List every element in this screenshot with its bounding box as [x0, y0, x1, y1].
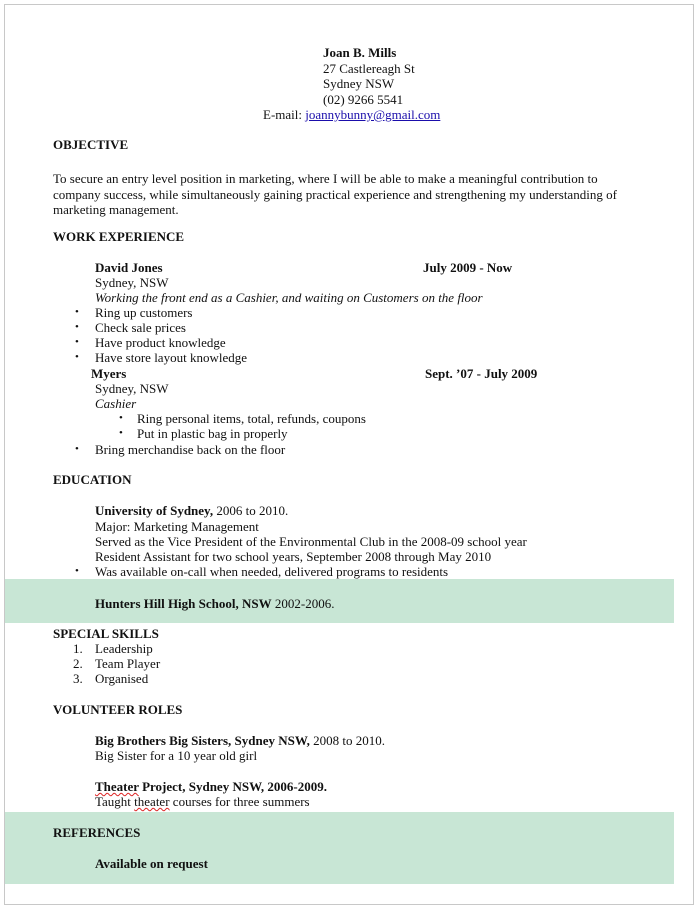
- contact-block: [323, 45, 415, 107]
- job-dates: July 2009 - Now: [423, 260, 513, 275]
- special-skills-heading: SPECIAL SKILLS: [53, 626, 159, 641]
- job-location: Sydney, NSW: [95, 381, 169, 396]
- work-experience-heading: WORK EXPERIENCE: [53, 229, 185, 244]
- education-bullet: Was available on-call when needed, delivered programs to residents: [95, 564, 449, 579]
- bullet-icon: •: [119, 427, 123, 439]
- volunteer-desc-part: courses for three summers: [169, 794, 310, 809]
- street-address: 27 Castlereagh St: [323, 60, 415, 76]
- volunteer-desc-misspelled: theater: [134, 794, 170, 809]
- job-role: Cashier: [95, 396, 137, 411]
- education-detail: Resident Assistant for two school years, September 2008 through May 2010: [95, 549, 492, 564]
- job-employer: Myers: [91, 366, 127, 381]
- volunteer-role: [95, 779, 327, 794]
- objective-text: To secure an entry level position in marketing, where I will be able to make a meaningful contribution to company success, while simultaneously gaining practical experience and strengthening my understanding of marketing management.: [53, 171, 617, 217]
- job-duty: Ring personal items, total, refunds, coupons: [137, 411, 366, 426]
- volunteer-years: 2006-2009.: [264, 779, 327, 794]
- applicant-name: Joan B. Mills: [323, 45, 397, 60]
- list-number: 2.: [73, 656, 83, 671]
- phone-number: (02) 9266 5541: [323, 91, 404, 107]
- volunteer-org-misspelled: Theater: [95, 779, 139, 794]
- job-duty: Have store layout knowledge: [95, 350, 247, 365]
- university-years: 2006 to 2010.: [213, 503, 289, 518]
- email-label: E-mail:: [263, 107, 302, 122]
- job-role: Working the front end as a Cashier, and waiting on Customers on the floor: [95, 290, 483, 305]
- bullet-icon: •: [119, 412, 123, 424]
- skill-item: Leadership: [95, 641, 153, 656]
- volunteer-org: Project, Sydney NSW,: [138, 779, 265, 794]
- resume-page: [4, 4, 694, 905]
- email-line: [263, 107, 440, 122]
- objective-heading: OBJECTIVE: [53, 137, 129, 152]
- volunteer-role: [95, 733, 385, 748]
- university-line: [95, 503, 288, 518]
- job-dates: Sept. ’07 - July 2009: [425, 366, 538, 381]
- volunteer-heading: VOLUNTEER ROLES: [53, 702, 183, 717]
- university-name: University of Sydney,: [95, 503, 214, 518]
- references-heading: REFERENCES: [53, 825, 141, 840]
- list-number: 1.: [73, 641, 83, 656]
- job-duty: Bring merchandise back on the floor: [95, 442, 286, 457]
- list-number: 3.: [73, 671, 83, 686]
- highschool-name: Hunters Hill High School, NSW: [95, 596, 272, 611]
- bullet-icon: •: [75, 565, 79, 577]
- job-location: Sydney, NSW: [95, 275, 169, 290]
- highschool-years: 2002-2006.: [271, 596, 335, 611]
- email-link[interactable]: joannybunny@gmail.com: [305, 107, 441, 122]
- volunteer-desc-part: Taught: [95, 794, 135, 809]
- references-band: [5, 812, 674, 884]
- bullet-icon: •: [75, 443, 79, 455]
- references-text: Available on request: [95, 856, 208, 871]
- bullet-icon: •: [75, 336, 79, 348]
- bullet-icon: •: [75, 351, 79, 363]
- skill-item: Organised: [95, 671, 149, 686]
- skill-item: Team Player: [95, 656, 161, 671]
- city: Sydney NSW: [323, 76, 395, 91]
- volunteer-org: Big Brothers Big Sisters, Sydney NSW,: [95, 733, 310, 748]
- volunteer-desc: [95, 794, 310, 809]
- bullet-icon: •: [75, 306, 79, 318]
- major: Major: Marketing Management: [95, 519, 259, 534]
- job-duty: Have product knowledge: [95, 335, 226, 350]
- education-detail: Served as the Vice President of the Environmental Club in the 2008-09 school year: [95, 534, 527, 549]
- job-duty: Ring up customers: [95, 305, 193, 320]
- job-employer: David Jones: [95, 260, 163, 275]
- job-duty: Check sale prices: [95, 320, 186, 335]
- volunteer-desc: Big Sister for a 10 year old girl: [95, 748, 258, 763]
- bullet-icon: •: [75, 321, 79, 333]
- job-duty: Put in plastic bag in properly: [137, 426, 288, 441]
- highschool-line: [95, 596, 334, 611]
- education-heading: EDUCATION: [53, 472, 132, 487]
- volunteer-years: 2008 to 2010.: [309, 733, 386, 748]
